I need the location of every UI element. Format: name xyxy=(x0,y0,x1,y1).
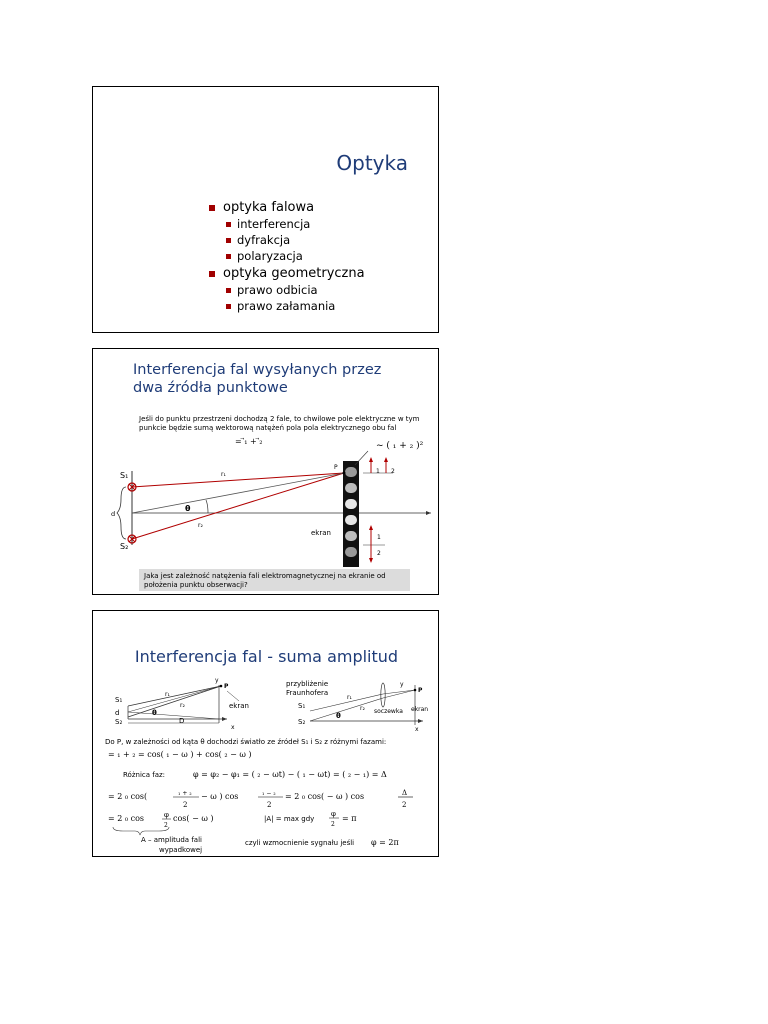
slide-interference-two-sources xyxy=(92,348,439,595)
amplitude-note: wypadkowej xyxy=(159,846,203,854)
fraction-denominator: 2 xyxy=(164,822,168,829)
d-label: d xyxy=(115,709,120,717)
approx-label: Fraunhofera xyxy=(286,689,329,697)
max-condition-equation: = π xyxy=(342,814,357,823)
r2-label: r₂ xyxy=(198,522,203,529)
p-label: P xyxy=(418,687,423,694)
list-item: dyfrakcja xyxy=(208,232,365,248)
slide-optyka xyxy=(92,86,439,333)
r1-label: r₁ xyxy=(221,471,226,478)
phase-difference-equation: φ = φ₂ − φ₁ = ( ₂ − ωt) − ( ₁ − ωt) = ( ₂ − ₁) = Δ xyxy=(193,770,387,779)
d-label: d xyxy=(111,510,116,518)
x-label: x xyxy=(415,726,419,733)
max-condition-label: |A| = max gdy xyxy=(264,815,315,823)
r2-label: r₂ xyxy=(180,702,185,709)
r2-label: r₂ xyxy=(360,705,365,712)
theta-label: θ xyxy=(336,712,341,720)
lens-label: soczewka xyxy=(374,708,403,715)
vector-label: 2 xyxy=(391,468,395,475)
intro-text: Jeśli do punktu przestrzeni dochodzą 2 fale, to chwilowe pole elektryczne w tym punkcie będzie sumą wektorową natężeń pola pola elektrycznego obu fal xyxy=(139,415,420,432)
fraction-denominator: 2 xyxy=(331,821,335,828)
title-line: dwa źródła punktowe xyxy=(133,380,288,396)
s1-label: S₁ xyxy=(298,702,306,710)
gain-condition-label: czyli wzmocnienie sygnału jeśli xyxy=(245,839,355,847)
theta-label: θ xyxy=(152,709,157,717)
fraunhofer-diagram xyxy=(286,680,428,733)
list-item: optyka falowa xyxy=(208,200,365,216)
s1-label: S₁ xyxy=(120,471,129,480)
slide-title: Interferencja fal - suma amplitud xyxy=(134,647,399,666)
fraction-numerator: ₁ − ₂ xyxy=(262,790,276,797)
y-label: y xyxy=(215,677,219,684)
s1-label: S₁ xyxy=(115,696,123,704)
list-item: optyka geometryczna xyxy=(208,266,365,282)
s2-label: S₂ xyxy=(115,718,123,726)
theta-label: θ xyxy=(185,504,191,513)
list-item: prawo odbicia xyxy=(208,282,365,298)
amplitude-equation: cos( − ω ) xyxy=(173,814,214,823)
vector-label: 1 xyxy=(376,468,380,475)
amplitude-equation: = 2 ₀ cos xyxy=(108,814,145,823)
amplitude-sum-content xyxy=(93,611,439,857)
expansion-equation: = 2 ₀ cos( − ω ) cos xyxy=(285,792,365,801)
vector-label: 1 xyxy=(377,534,381,541)
x-label: x xyxy=(231,724,235,731)
topic-list xyxy=(208,198,365,314)
y-label: y xyxy=(400,681,404,688)
field-sum-equation: = ₁ + ₂ = cos( ₁ − ω ) + cos( ₂ − ω ) xyxy=(108,750,252,759)
list-item: polaryzacja xyxy=(208,248,365,264)
list-item: prawo załamania xyxy=(208,298,365,314)
fraction-denominator: 2 xyxy=(267,801,272,809)
ekran-label: ekran xyxy=(311,529,331,537)
s2-label: S₂ xyxy=(120,542,129,551)
distance-label: D xyxy=(179,717,185,725)
fraction-denominator: 2 xyxy=(183,801,188,809)
intensity-equation: ~ ( ₁ + ₂ )² xyxy=(376,441,424,451)
p-label: P xyxy=(224,683,229,690)
r1-label: r₁ xyxy=(165,691,170,698)
amplitude-note: A – amplituda fali xyxy=(141,836,202,844)
slide-title: Optyka xyxy=(336,151,408,175)
vector-label: 2 xyxy=(377,550,381,557)
expansion-equation: − ω ) cos xyxy=(201,792,239,801)
expansion-equation: = 2 ₀ cos( xyxy=(108,792,148,801)
slide-amplitude-sum xyxy=(92,610,439,857)
fraction-numerator: φ xyxy=(164,811,169,819)
list-item: interferencja xyxy=(208,216,365,232)
title-line: Interferencja fal wysyłanych przez xyxy=(133,362,382,378)
fraction-numerator: φ xyxy=(331,810,336,818)
sum-equation: = ⃗₁ + ⃗₂ xyxy=(235,437,263,446)
interference-diagram xyxy=(93,349,439,595)
r1-label: r₁ xyxy=(347,694,352,701)
screen-fringes xyxy=(343,461,359,567)
fraction-denominator: 2 xyxy=(402,801,407,809)
question-box: Jaka jest zależność natężenia fali elektromagnetycznej na ekranie od położenia punktu obserwacji? xyxy=(139,569,410,591)
fraction-numerator: ₁ + ₂ xyxy=(178,790,192,797)
ekran-label: ekran xyxy=(411,706,429,713)
s2-label: S₂ xyxy=(298,718,306,726)
two-source-geometry-diagram xyxy=(115,677,249,731)
ekran-label: ekran xyxy=(229,702,249,710)
derivation-intro: Do P, w zależności od kąta θ dochodzi światło ze źródeł S₁ i S₂ z różnymi fazami: xyxy=(105,738,387,746)
gain-condition-equation: φ = 2π xyxy=(371,838,399,847)
fraction-numerator: Δ xyxy=(402,789,408,797)
p-label: P xyxy=(334,464,338,471)
approx-label: przybliżenie xyxy=(286,680,329,688)
phase-difference-label: Różnica faz: xyxy=(123,771,166,779)
